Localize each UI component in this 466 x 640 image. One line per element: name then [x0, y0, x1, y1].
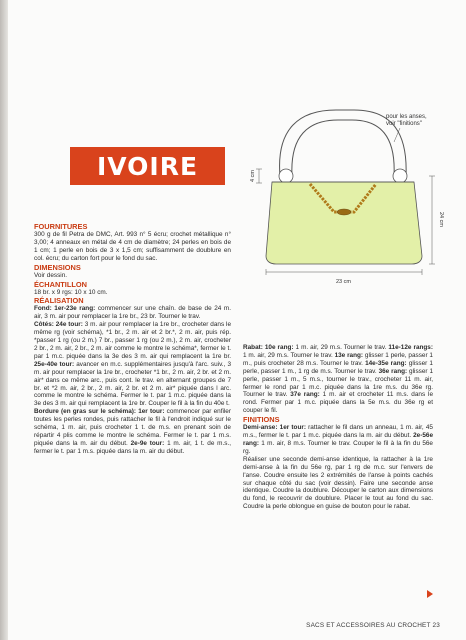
diagram-note-line2: voir "finitions"	[386, 121, 422, 127]
diagram-note-line1: pour les anses,	[386, 114, 427, 120]
bag-diagram	[250, 88, 450, 288]
dim-handle-label: 4 cm	[250, 170, 256, 182]
footer-book-title: SACS ET ACCESSOIRES AU CROCHET	[306, 622, 431, 629]
r13-label: 13e rang:	[334, 351, 364, 359]
bag-oblong-bead	[337, 209, 351, 215]
cotes2-text: avancer en m.c. supplémentaires jusqu'à l'arc. suiv., 3 m. air pour remplacer la 1re br., crocheter *1 br., 2 m. air, 2 br. et 2 m. air* dans ce même arc., puis cont. le trav. en alternant groupes de 7 br. et *2 m. air, 2 br., 2 m. air, 2 br. et 2 m. air* piquée dans l arc. comme le montre le schéma. Fermer le t. par 1 m.c. piquée dans la 3e des 3 m. air qui remplacent la 1re br. Couper le fil à la fin du 40e t.	[34, 360, 231, 408]
book-spine-shadow	[0, 0, 8, 640]
fond-label: Fond: 1er-23e rang:	[34, 305, 96, 313]
fond-text: commencer sur une chaîn. de base de 24 m. air, 3 m. air pour remplacer la 1re br., 23 br. Tourner le trav.	[34, 305, 231, 321]
r14-text: glisser 1 perle, passer 1 m., 1 rg de m.s. Tourner le trav.	[243, 359, 433, 375]
heading-fournitures: FOURNITURES	[34, 222, 88, 231]
heading-echantillon: ÉCHANTILLON	[34, 279, 87, 289]
r36-text: glisser 1 perle, passer 1 m., 5 m.s., tourner le trav., crocheter 11 m. air, fermer le rond par 1 m.c. piquée dans la 1re m.s. du 36e rg. Tourner le trav.	[243, 367, 433, 399]
r13-text: glisser 1 perle, passer 1 m., puis crocheter 28 m.s. Tourner le trav.	[243, 351, 433, 367]
left-column	[34, 222, 231, 456]
demi2-text: 1 m. air, 8 m.s. Tourner le trav. Couper le fil à la fin du 56e rg.	[243, 439, 433, 455]
fournitures-text: 300 g de fil Petra de DMC, Art. 993 n° 5 écru; crochet métallique n° 3,00; 4 anneaux en métal de 4 cm de diamètre; 24 perles en bois de 1 cm; 1 perle en bois de 3 x 1,5 cm; suffisamment de doublure en col. écru; du carton fort pour le fond du sac.	[34, 231, 231, 262]
bordure-label: Bordure (en gras sur le schéma): 1er tour:	[34, 408, 165, 416]
rabat-paragraph	[243, 344, 433, 415]
dim-height-label: 24 cm	[438, 212, 444, 227]
demi-text: rattacher le fil dans un anneau, 1 m. air, 45 m.s., fermer le t. par 1 m.c. piquée dans la m. air du début.	[243, 424, 433, 440]
realisation-bordure	[34, 408, 231, 455]
heading-finitions: FINITIONS	[243, 415, 280, 425]
r37-label: 37e rang:	[290, 391, 320, 399]
assembly-paragraph: Réaliser une seconde demi-anse identique, la rattacher à la 1re demi-anse à la fin du 56e rg, par 1 rg de m.c. sur l'envers de l'anse. Coudre ensuite les 2 extrémités de l'anse à points cachés sur chaque côté du sac (voir dessin). Faire une seconde anse identique. Coudre la doublure. Découper le carton aux dimensions du fond, le recouvrir de doublure. Placer le tout au fond du sac. Coudre la perle oblongue en guise de bouton pour le rabat.	[243, 455, 433, 511]
bordure-text: commencer par enfiler toutes les perles rondes, puis rattacher le fil à l'endroit indiqué sur le schéma, 1 m. air, puis crocheter 1 t. de m.s. en prenant soin de répartir 4 plis comme le montre le schéma. Fermer le t. par 1 m.s. piquée dans la m. air du début.	[34, 408, 231, 447]
r37-text: 1 m. air et crocheter 11 m.s. dans le rond. Fermer par 1 m.c. piquée dans la 5e m.s. du 36e rg et couper le fil.	[243, 391, 433, 415]
cotes-label: Côtés: 24e tour:	[34, 321, 83, 329]
demi2-label: 2e-56e rang:	[243, 432, 433, 447]
right-column	[243, 344, 433, 511]
echantillon-text: 18 br. x 9 rgs: 10 x 10 cm.	[34, 288, 108, 296]
rabat-text: 1 m. air, 29 m.s. Tourner le trav.	[293, 344, 389, 351]
bag-handle-inner	[292, 120, 394, 176]
bordure2-label: 2e-9e tour:	[130, 439, 165, 447]
r14-label: 14e-35e rang:	[365, 359, 407, 367]
dim-width-label: 23 cm	[336, 279, 351, 285]
continue-arrow-icon	[427, 590, 433, 598]
cotes2-label: 25e-40e tour:	[34, 360, 75, 368]
dimensions-text: Voir dessin.	[34, 271, 68, 279]
page-footer	[306, 622, 440, 629]
bag-ring-right	[393, 169, 407, 183]
heading-dimensions: DIMENSIONS	[34, 262, 81, 272]
r11-text: 1 m. air, 29 m.s. Tourner le trav.	[243, 351, 335, 359]
r11-label: 11e-12e rangs:	[388, 344, 433, 351]
r36-label: 36e rang:	[378, 367, 408, 375]
cotes-text: 3 m. air pour remplacer la 1re br., crocheter dans le même rg (voir schéma), *1 br., 2 m. air et 2 br.*, 2 m. air, puis rép. *passer 1 rg (ou 2 m.) 7 br., passer 1 rg (ou 2 m.), 2 m. air, crocheter 2 br., 2 m. air, 2 br., 2 m. air comme le montre le schéma*, fermer le t. par 1 m.c. piquée dans la 3e des 3 m. air qui remplacent la 1re br.	[34, 321, 231, 360]
realisation-fond	[34, 305, 231, 321]
rabat-label: Rabat: 10e rang:	[243, 344, 294, 351]
bag-body	[266, 182, 422, 264]
bag-ring-left	[279, 169, 293, 183]
page-number: 23	[432, 622, 440, 629]
page-title: IVOIRE	[96, 152, 199, 181]
demi-label: Demi-anse: 1er tour:	[243, 424, 306, 432]
demi-anse-paragraph	[243, 424, 433, 456]
title-banner	[70, 147, 225, 185]
heading-realisation: RÉALISATION	[34, 296, 84, 306]
realisation-cotes	[34, 321, 231, 408]
bordure2-text: 1 m. air, 1 t. de m.s., fermer le t. par 1 m.s. piquée dans la m. air du début.	[34, 439, 232, 455]
